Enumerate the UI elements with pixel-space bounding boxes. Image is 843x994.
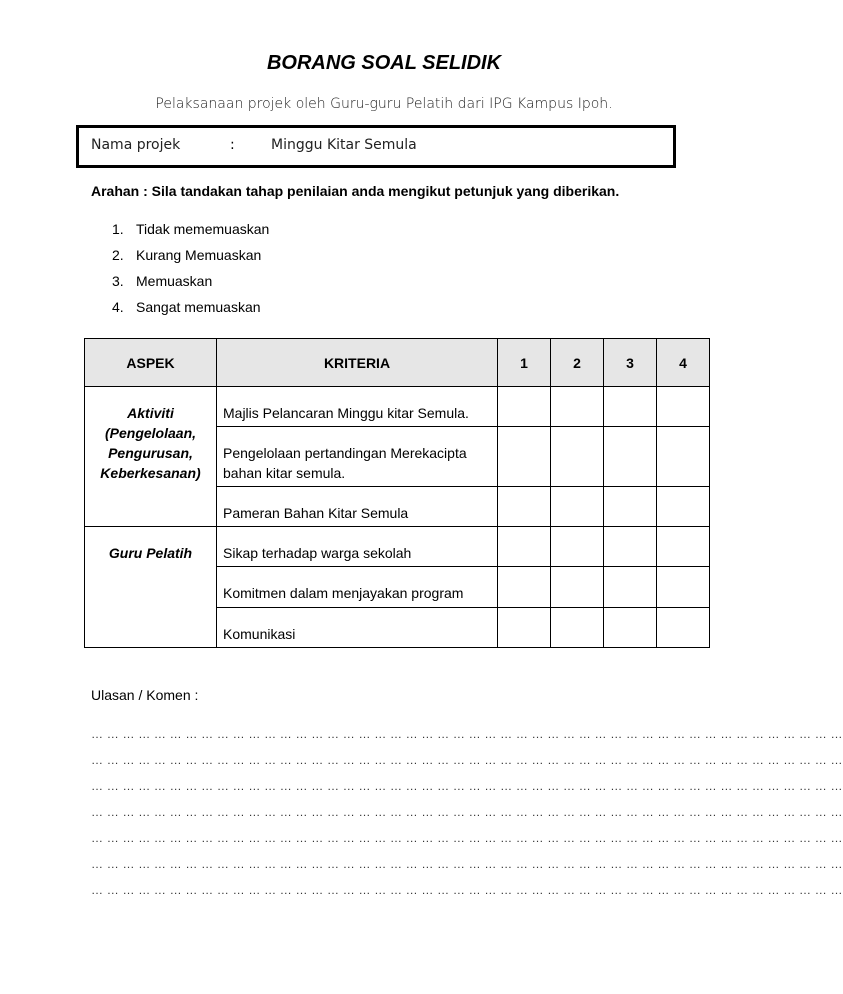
scale-label: Tidak mememuaskan [136, 221, 270, 237]
aspect-trainee-text: Guru Pelatih [108, 545, 193, 561]
scale-number: 4. [112, 299, 124, 315]
score-cell-2[interactable] [551, 608, 604, 648]
header-score-3: 3 [604, 339, 657, 387]
criteria-text: Sikap terhadap warga sekolah [223, 545, 412, 561]
comment-line-3[interactable]: … … … … … … … … … … … … … … … … … … … … … … … … … … … … … … … … … … … … … … … … … … … … … … … … [91, 779, 843, 793]
score-cell-1[interactable] [498, 567, 551, 608]
aspect-activity-line3: Pengurusan, [108, 445, 193, 461]
scale-item [112, 219, 269, 245]
score-cell-3[interactable] [604, 427, 657, 487]
header-score-1: 1 [498, 339, 551, 387]
criteria-text: Pameran Bahan Kitar Semula [223, 505, 409, 521]
comment-line-1[interactable]: … … … … … … … … … … … … … … … … … … … … … … … … … … … … … … … … … … … … … … … … … … … … … … … … [91, 727, 843, 741]
instruction-text: Arahan : Sila tandakan tahap penilaian anda mengikut petunjuk yang diberikan. [91, 183, 620, 199]
comment-label: Ulasan / Komen : [91, 687, 199, 703]
score-cell-3[interactable] [604, 567, 657, 608]
score-cell-4[interactable] [657, 487, 710, 527]
score-cell-4[interactable] [657, 527, 710, 567]
score-cell-1[interactable] [498, 387, 551, 427]
aspect-activity-cell [85, 387, 217, 527]
scale-item [112, 297, 269, 323]
scale-number: 2. [112, 247, 124, 263]
criteria-text: Pengelolaan pertandingan Merekacipta bahan kitar semula. [223, 445, 467, 481]
criteria-cell [217, 427, 498, 487]
score-cell-2[interactable] [551, 387, 604, 427]
project-name-value: Minggu Kitar Semula [271, 137, 417, 153]
score-cell-4[interactable] [657, 567, 710, 608]
aspect-trainee-cell [85, 527, 217, 648]
form-subtitle: Pelaksanaan projek oleh Guru-guru Pelatih dari IPG Kampus Ipoh. [155, 96, 613, 112]
header-score-2: 2 [551, 339, 604, 387]
header-criteria: KRITERIA [217, 339, 498, 387]
score-cell-2[interactable] [551, 487, 604, 527]
project-name-box [76, 125, 676, 168]
score-cell-4[interactable] [657, 608, 710, 648]
criteria-text: Komunikasi [223, 626, 296, 642]
header-score-4: 4 [657, 339, 710, 387]
criteria-cell [217, 387, 498, 427]
table-row [85, 527, 710, 567]
scale-label: Sangat memuaskan [136, 299, 261, 315]
score-cell-4[interactable] [657, 427, 710, 487]
score-cell-1[interactable] [498, 487, 551, 527]
table-row [85, 387, 710, 427]
score-cell-1[interactable] [498, 527, 551, 567]
comment-line-4[interactable]: … … … … … … … … … … … … … … … … … … … … … … … … … … … … … … … … … … … … … … … … … … … … … … … … [91, 805, 843, 819]
evaluation-table [84, 338, 710, 648]
rating-scale-list [112, 219, 269, 323]
scale-item [112, 271, 269, 297]
score-cell-4[interactable] [657, 387, 710, 427]
scale-number: 1. [112, 221, 124, 237]
score-cell-1[interactable] [498, 427, 551, 487]
scale-label: Kurang Memuaskan [136, 247, 262, 263]
scale-number: 3. [112, 273, 124, 289]
criteria-cell [217, 487, 498, 527]
aspect-activity-line4: Keberkesanan) [100, 465, 201, 481]
header-aspect: ASPEK [85, 339, 217, 387]
comment-line-7[interactable]: … … … … … … … … … … … … … … … … … … … … … … … … … … … … … … … … … … … … … … … … … … … … … … … … [91, 883, 843, 897]
score-cell-3[interactable] [604, 608, 657, 648]
comment-line-2[interactable]: … … … … … … … … … … … … … … … … … … … … … … … … … … … … … … … … … … … … … … … … … … … … … … … … [91, 753, 843, 767]
scale-label: Memuaskan [136, 273, 213, 289]
score-cell-3[interactable] [604, 527, 657, 567]
comment-line-5[interactable]: … … … … … … … … … … … … … … … … … … … … … … … … … … … … … … … … … … … … … … … … … … … … … … … … [91, 831, 843, 845]
score-cell-2[interactable] [551, 527, 604, 567]
comment-line-6[interactable]: … … … … … … … … … … … … … … … … … … … … … … … … … … … … … … … … … … … … … … … … … … … … … … … … [91, 857, 843, 871]
aspect-activity-line2: (Pengelolaan, [104, 425, 197, 441]
score-cell-2[interactable] [551, 567, 604, 608]
aspect-activity-line1: Aktiviti [127, 405, 174, 421]
table-header-row [85, 339, 710, 387]
criteria-cell [217, 527, 498, 567]
criteria-cell [217, 608, 498, 648]
scale-item [112, 245, 269, 271]
score-cell-3[interactable] [604, 487, 657, 527]
criteria-cell [217, 567, 498, 608]
project-name-label: Nama projek [91, 137, 181, 153]
score-cell-1[interactable] [498, 608, 551, 648]
score-cell-2[interactable] [551, 427, 604, 487]
form-title: BORANG SOAL SELIDIK [266, 52, 502, 74]
criteria-text: Komitmen dalam menjayakan program [223, 585, 464, 601]
criteria-text: Majlis Pelancaran Minggu kitar Semula. [223, 405, 469, 421]
project-name-colon: : [230, 137, 235, 153]
score-cell-3[interactable] [604, 387, 657, 427]
